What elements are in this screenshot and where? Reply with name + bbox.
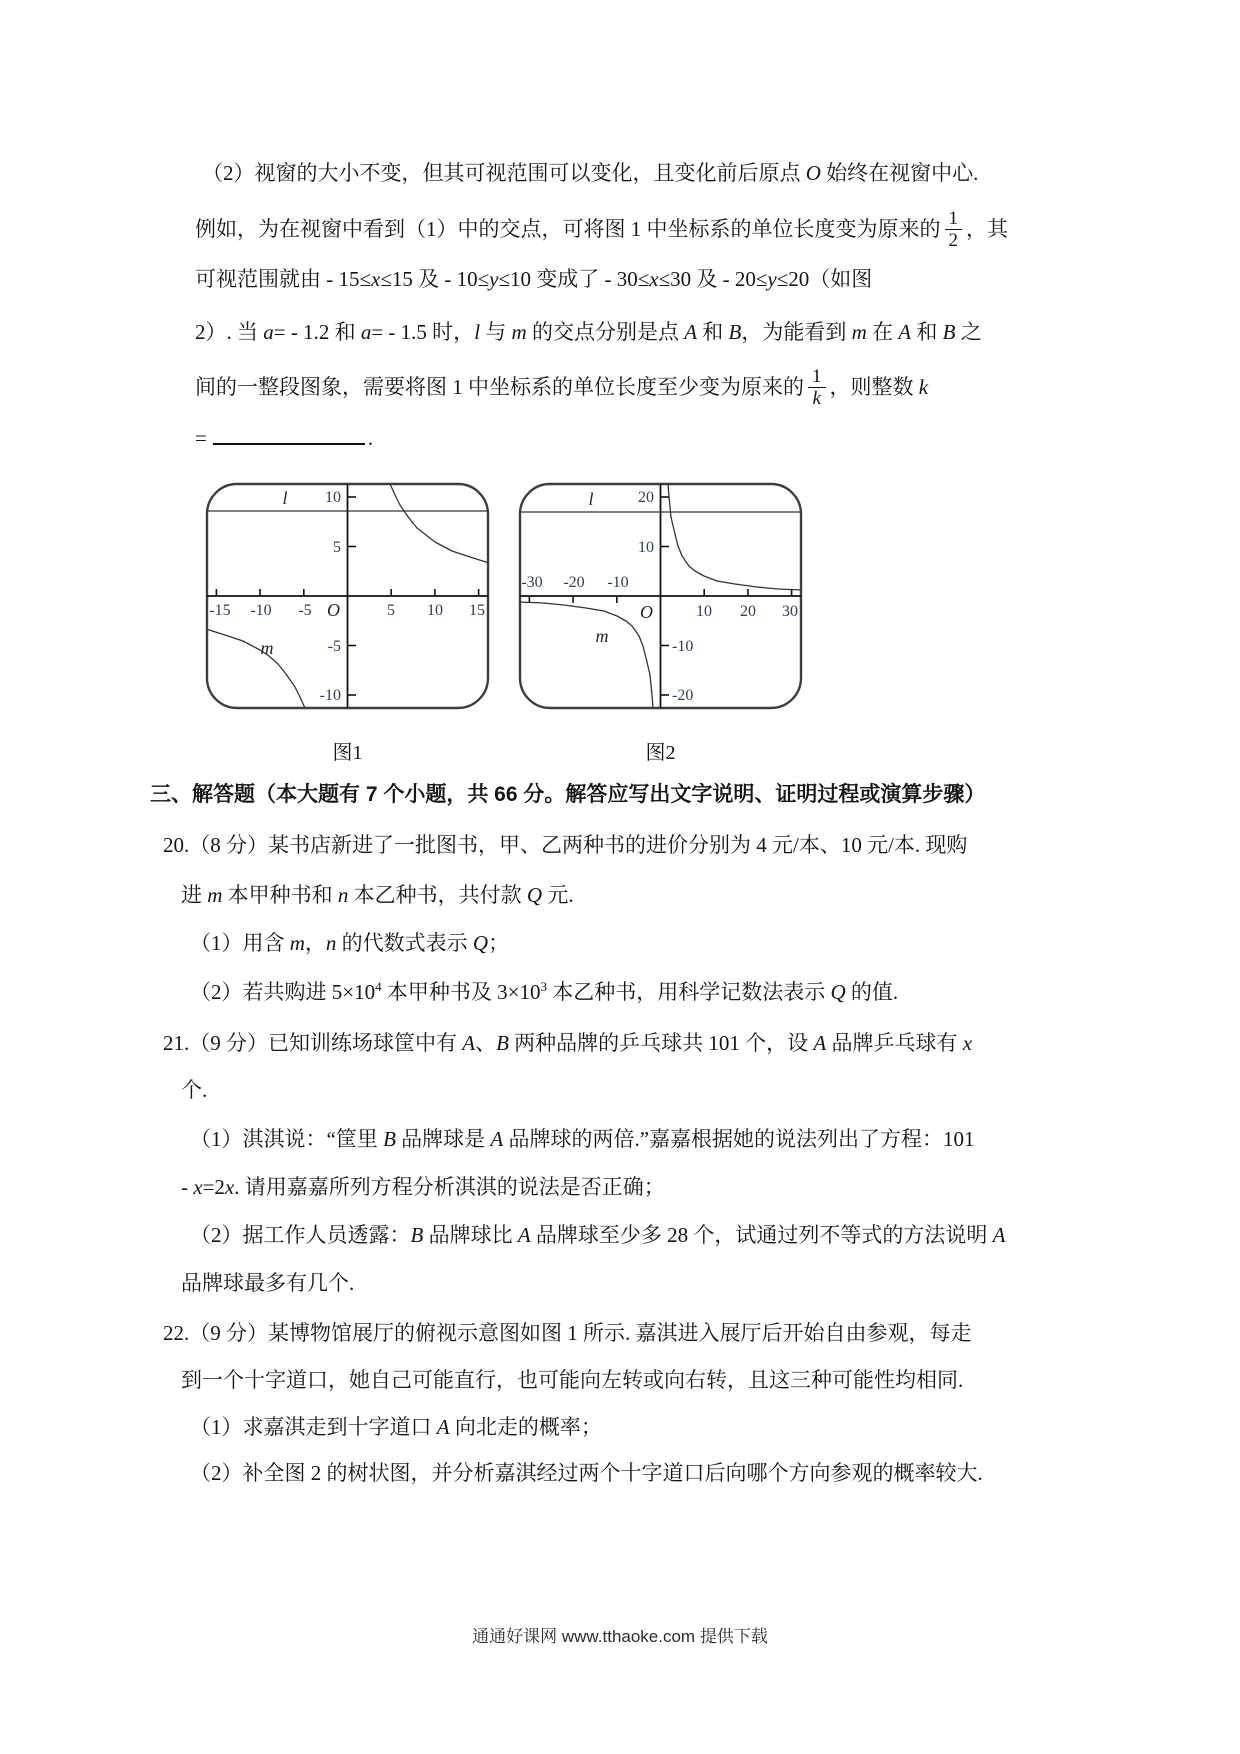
curve-m-branch-q1	[390, 484, 489, 563]
q21-subitem-2-cont: 品牌球最多有几个.	[181, 1271, 355, 1295]
q22-line-1: 22.（9 分）某博物馆展厅的俯视示意图如图 1 所示. 嘉淇进入展厅后开始自由参观，每走	[163, 1321, 972, 1345]
x-tick-label: -10	[250, 602, 272, 619]
q19-line-1: （2）视窗的大小不变，但其可视范围可以变化，且变化前后原点 O 始终在视窗中心.	[202, 161, 979, 185]
y-tick-label: 10	[325, 489, 341, 506]
x-tick-label: -5	[298, 602, 312, 619]
y-tick-label: 10	[638, 539, 654, 556]
q20-subitem-1: （1）用含 m，n 的代数式表示 Q；	[190, 931, 510, 955]
q20-subitem-2: （2）若共购进 $5\times 10^4$ 本甲种书及 $3\times 10^3$ 本乙种书，用科学记数法表示 Q 的值.	[190, 979, 899, 1004]
figure-1-graph	[205, 482, 490, 710]
y-tick-label: -5	[327, 638, 341, 655]
x-tick-label: 30	[782, 603, 798, 620]
y-tick-label: -10	[319, 687, 341, 704]
curve-m-branch-q3	[519, 602, 653, 708]
figure-2	[518, 482, 803, 715]
q22-line-2: 到一个十字道口，她自己可能直行，也可能向左转或向右转，且这三种可能性均相同.	[181, 1368, 964, 1392]
curve-l-label: l	[588, 489, 594, 509]
x-tick-label: 5	[387, 602, 395, 619]
origin-label: O	[327, 600, 340, 620]
q19-answer-blank-line: = .	[195, 422, 373, 453]
y-tick-label: -10	[672, 638, 694, 655]
page-footer: 通通好课网 www.tthaoke.com 提供下载	[472, 1627, 768, 1646]
x-tick-label: -30	[521, 574, 543, 591]
q19-line-2: 例如，为在视窗中看到（1）中的交点，可将图 1 中坐标系的单位长度变为原来的 $\frac{1}{2}$ ，其	[195, 208, 1008, 252]
q19-line-3: 可视范围就由 - 15≤x≤15 及 - 10≤y≤10 变成了 - 30≤x≤30 及 - 20≤y≤20（如图	[195, 267, 873, 291]
y-tick-label: 20	[638, 489, 654, 506]
x-tick-label: -15	[209, 602, 231, 619]
curve-m-branch-q1	[668, 484, 802, 590]
figure-2-graph	[518, 482, 803, 710]
curve-m-branch-q3	[206, 629, 305, 708]
q21-subitem-1-cont: - x=2x. 请用嘉嘉所列方程分析淇淇的说法是否正确；	[181, 1175, 665, 1199]
q22-subitem-1: （1）求嘉淇走到十字道口 A 向北走的概率；	[190, 1415, 602, 1439]
origin-label: O	[640, 602, 653, 622]
q21-subitem-1: （1）淇淇说：“筐里 B 品牌球是 A 品牌球的两倍.”嘉嘉根据她的说法列出了方程：101	[190, 1127, 975, 1151]
y-tick-label: -20	[672, 687, 694, 704]
curve-m-label: m	[260, 638, 274, 658]
q19-line-4: 2）. 当 a= - 1.2 和 a= - 1.5 时，l 与 m 的交点分别是点 A 和 B，为能看到 m 在 A 和 B 之	[195, 320, 982, 344]
x-tick-label: -20	[563, 574, 585, 591]
q22-subitem-2: （2）补全图 2 的树状图，并分析嘉淇经过两个十字道口后向哪个方向参观的概率较大.	[190, 1461, 983, 1485]
q20-line-2: 进 m 本甲种书和 n 本乙种书，共付款 Q 元.	[181, 883, 574, 907]
y-tick-label: 5	[333, 539, 341, 556]
figure-1	[205, 482, 490, 715]
x-tick-label: 10	[427, 602, 443, 619]
q21-line-2: 个.	[181, 1078, 208, 1102]
q21-subitem-2: （2）据工作人员透露：B 品牌球比 A 品牌球至少多 28 个，试通过列不等式的方法说明 A	[190, 1223, 1006, 1247]
curve-m-label: m	[595, 626, 609, 646]
figure-2-caption: 图2	[645, 742, 676, 764]
x-tick-label: 15	[469, 602, 485, 619]
curve-l-label: l	[282, 488, 288, 508]
q21-line-1: 21.（9 分）已知训练场球筐中有 A、B 两种品牌的乒乓球共 101 个，设 A 品牌乒乓球有 x	[163, 1031, 973, 1055]
q20-line-1: 20.（8 分）某书店新进了一批图书，甲、乙两种书的进价分别为 4 元/本、10 元/本. 现购	[163, 833, 968, 857]
figure-1-caption: 图1	[332, 742, 363, 764]
x-tick-label: 10	[696, 603, 712, 620]
x-tick-label: 20	[740, 603, 756, 620]
section-3-heading: 三、解答题（本大题有 7 个小题，共 66 分。解答应写出文字说明、证明过程或演算步骤）	[150, 783, 986, 806]
x-tick-label: -10	[607, 574, 629, 591]
q19-line-5: 间的一整段图象，需要将图 1 中坐标系的单位长度至少变为原来的 $\frac{1}{k}$ ，则整数 k	[195, 366, 929, 410]
